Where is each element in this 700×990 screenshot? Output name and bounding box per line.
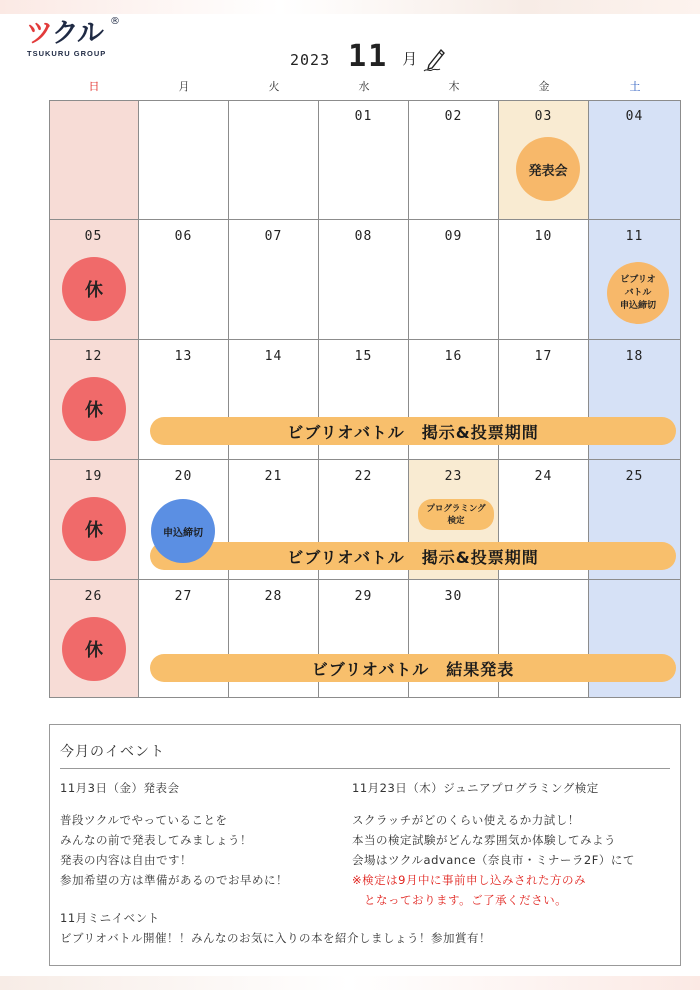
event-detail-line: 参加希望の方は準備があるのでお早めに！ (60, 873, 288, 887)
day-number: 02 (444, 109, 463, 124)
event-detail-presentation (60, 778, 288, 890)
application-deadline-label: 申込締切 (163, 527, 203, 539)
events-heading: 今月のイベント (60, 744, 165, 760)
event-detail-line: みんなの前で発表してみましょう！ (60, 833, 252, 847)
day-number: 27 (174, 589, 193, 604)
day-number: 10 (534, 229, 553, 244)
day-cell-02 (409, 100, 499, 220)
event-detail-line: スクラッチがどのくらい使えるか力試し！ (352, 813, 580, 827)
day-number: 14 (264, 349, 283, 364)
events-divider (60, 768, 670, 769)
registered-mark: ® (110, 16, 120, 27)
day-number: 11 (625, 229, 644, 244)
event-presentation-circle (516, 137, 580, 201)
logo-mark (26, 18, 103, 48)
weekday-label: 火 (268, 80, 280, 93)
biblio-voting-bar-label: ビブリオバトル 掲示&投票期間 (287, 547, 539, 567)
calendar-title (290, 38, 447, 72)
holiday-label: 休 (85, 520, 103, 541)
programming-exam-line-2: 検定 (447, 515, 465, 526)
event-detail-programming-exam (352, 778, 635, 910)
event-programming-exam-pill (418, 499, 494, 530)
day-number: 15 (354, 349, 373, 364)
day-number: 22 (354, 469, 373, 484)
day-cell-10 (499, 220, 589, 340)
day-cell-01 (319, 100, 409, 220)
day-cell-07 (229, 220, 319, 340)
day-number: 04 (625, 109, 644, 124)
logo-subtitle: TSUKURU GROUP (27, 49, 107, 58)
tsukuru-logo (26, 18, 126, 68)
biblio-voting-bar-week4 (150, 542, 676, 570)
event-detail-line: 発表の内容は自由です！ (60, 853, 192, 867)
biblio-result-bar (150, 654, 676, 682)
holiday-label: 休 (85, 640, 103, 661)
weekday-label: 月 (178, 80, 190, 93)
day-number: 05 (84, 229, 103, 244)
title-year: 2023 (290, 51, 331, 69)
weekday-header (49, 76, 681, 98)
biblio-voting-bar-week3 (150, 417, 676, 445)
day-number: 07 (264, 229, 283, 244)
weekday-label: 木 (448, 80, 460, 93)
event-application-deadline-circle (151, 499, 215, 563)
day-number: 20 (174, 469, 193, 484)
logo-mark-first: ツ (26, 18, 52, 48)
day-number: 21 (264, 469, 283, 484)
day-number: 06 (174, 229, 193, 244)
calendar (49, 76, 681, 698)
day-number: 01 (354, 109, 373, 124)
holiday-label: 休 (85, 400, 103, 421)
programming-exam-line-1: プログラミング (426, 503, 486, 514)
day-number: 17 (534, 349, 553, 364)
day-cell-06 (139, 220, 229, 340)
day-number: 03 (534, 109, 553, 124)
holiday-circle-19 (62, 497, 126, 561)
event-detail-line: 会場はツクルadvance（奈良市・ミナーラ2F）にて (352, 853, 635, 867)
day-number: 16 (444, 349, 463, 364)
biblio-result-bar-label: ビブリオバトル 結果発表 (311, 659, 515, 679)
title-month: 11 (348, 39, 389, 74)
weekday-label: 水 (358, 80, 370, 93)
event-presentation-label: 発表会 (528, 163, 568, 179)
day-number: 28 (264, 589, 283, 604)
biblio-deadline-line-1: ビブリオ (620, 274, 656, 285)
event-biblio-deadline-circle (607, 262, 669, 324)
day-number: 09 (444, 229, 463, 244)
event-detail-note: となっております。ご了承ください。 (352, 893, 568, 907)
event-detail-line: 本当の検定試験がどんな雰囲気か体験してみよう (352, 833, 616, 847)
day-cell-08 (319, 220, 409, 340)
day-cell-09 (409, 220, 499, 340)
holiday-circle-05 (62, 257, 126, 321)
mini-event-title: 11月ミニイベント (60, 911, 160, 925)
holiday-label: 休 (85, 280, 103, 301)
bottom-decor-strip (0, 976, 700, 990)
events-box (49, 724, 681, 966)
day-number: 29 (354, 589, 373, 604)
weekday-label: 金 (538, 80, 550, 93)
event-detail-presentation-title: 11月3日（金）発表会 (60, 781, 180, 795)
day-number: 12 (84, 349, 103, 364)
title-month-unit: 月 (402, 50, 418, 68)
day-cell-empty (49, 100, 139, 220)
pen-icon (423, 46, 447, 72)
day-cell-empty (229, 100, 319, 220)
biblio-deadline-line-3: 申込締切 (619, 300, 656, 311)
day-number: 08 (354, 229, 373, 244)
event-detail-note: ※検定は9月中に事前申し込みされた方のみ (352, 873, 586, 887)
logo-mark-rest: クル (51, 18, 103, 48)
event-detail-line: 普段ツクルでやっていることを (60, 813, 228, 827)
day-cell-04 (589, 100, 681, 220)
biblio-voting-bar-label: ビブリオバトル 掲示&投票期間 (287, 422, 539, 442)
mini-event (60, 908, 491, 948)
weekday-label: 土 (629, 80, 641, 93)
holiday-circle-26 (62, 617, 126, 681)
weekday-label: 日 (88, 80, 100, 93)
biblio-deadline-line-2: バトル (624, 287, 652, 298)
day-number: 30 (444, 589, 463, 604)
day-number: 18 (625, 349, 644, 364)
holiday-circle-12 (62, 377, 126, 441)
day-number: 24 (534, 469, 553, 484)
day-number: 23 (444, 469, 463, 484)
day-cell-empty (139, 100, 229, 220)
day-number: 26 (84, 589, 103, 604)
top-decor-strip (0, 0, 700, 14)
event-detail-exam-title: 11月23日（木）ジュニアプログラミング検定 (352, 781, 599, 795)
day-number: 25 (625, 469, 644, 484)
mini-event-text: ビブリオバトル開催！！みんなのお気に入りの本を紹介しましょう！参加賞有！ (60, 931, 491, 945)
day-number: 19 (84, 469, 103, 484)
day-number: 13 (174, 349, 193, 364)
